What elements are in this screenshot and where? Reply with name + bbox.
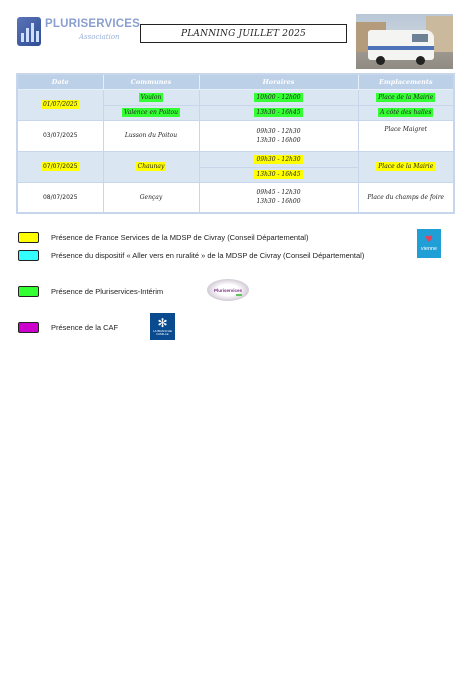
pluriservices-interim-logo <box>207 279 249 301</box>
horaire-value: 10h00 - 12h00 <box>256 93 301 101</box>
table-row <box>17 89 454 120</box>
commune-value: Chaunay <box>137 163 165 170</box>
legend-swatch-green <box>18 286 39 297</box>
column-header-emplacements: Emplacements <box>358 74 454 89</box>
date-cell <box>17 151 103 182</box>
emplacement-value: Place de la Mairie <box>378 93 434 101</box>
date-cell <box>17 120 103 151</box>
caf-logo <box>150 313 175 340</box>
emplacement-cell <box>358 151 454 182</box>
legend-label: Présence de Pluriservices-Intérim <box>51 286 164 296</box>
caf-logo-text: LA BRANCHE FAMILLE <box>152 328 172 336</box>
heart-icon: ♥ <box>424 234 434 245</box>
emplacement-value: Place de la Mairie <box>378 163 434 170</box>
date-value: 07/07/2025 <box>42 163 78 170</box>
table-row <box>17 120 454 151</box>
logo-tagline: Association <box>79 33 120 41</box>
legend-swatch-purple <box>18 322 39 333</box>
table-header-row <box>17 74 454 89</box>
page-title: PLANNING JUILLET 2025 <box>180 28 306 39</box>
legend-label: Présence du dispositif « Aller vers en ruralité » de la MDSP de Civray (Conseil Départemental) <box>51 250 365 260</box>
table-row <box>17 151 454 182</box>
commune-cell <box>103 151 199 182</box>
date-value: 03/07/2025 <box>42 132 78 139</box>
horaire-cell <box>199 182 358 213</box>
horaire-line: 09h45 - 12h30 <box>256 189 301 197</box>
legend-swatch-cyan <box>18 250 39 261</box>
commune-value: Gençay <box>139 193 163 201</box>
table-row <box>17 182 454 213</box>
commune-cell <box>103 182 199 213</box>
commune-cell <box>103 120 199 151</box>
vienne-logo-text: vienne <box>420 245 438 252</box>
column-header-communes: Communes <box>103 74 199 89</box>
date-value: 08/07/2025 <box>42 193 78 201</box>
emplacement-cell <box>358 89 454 120</box>
emplacement-value: Place Maigret <box>384 125 428 133</box>
horaire-line: 13h30 - 16h00 <box>256 136 301 144</box>
legend-item-aller-vers <box>18 249 364 261</box>
logo-mark-icon <box>17 17 41 46</box>
commune-value: Lusson du Poitou <box>124 132 178 139</box>
column-header-horaires: Horaires <box>199 74 358 89</box>
emplacement-value: Place du champs de foire <box>367 193 445 201</box>
date-cell <box>17 182 103 213</box>
interim-logo-text: Pluriservices <box>213 287 243 293</box>
legend-item-pluriservices-interim <box>18 285 163 297</box>
column-header-date: Date <box>17 74 103 89</box>
pluriservices-logo <box>17 16 141 48</box>
horaire-line: 13h30 - 16h00 <box>256 198 301 206</box>
horaire-line: 09h30 - 12h30 <box>256 127 301 135</box>
horaire-value: 13h30 - 16h45 <box>256 109 301 116</box>
legend-item-france-services <box>18 231 308 243</box>
horaire-cell <box>199 151 358 182</box>
caf-star-icon: ✻ <box>157 315 168 330</box>
date-value: 01/07/2025 <box>42 101 78 108</box>
emplacement-value: A côté des halles <box>380 109 432 116</box>
horaire-cell <box>199 89 358 120</box>
horaire-value: 13h30 - 16h45 <box>256 171 301 178</box>
emplacement-cell <box>358 182 454 213</box>
horaire-value: 09h30 - 12h30 <box>256 155 301 163</box>
schedule-table <box>16 73 455 214</box>
logo-name: PLURISERVICES <box>45 18 141 30</box>
date-cell <box>17 89 103 120</box>
horaire-cell <box>199 120 358 151</box>
commune-cell <box>103 89 199 120</box>
bus-photo <box>356 14 453 69</box>
legend-label: Présence de France Services de la MDSP de Civray (Conseil Départemental) <box>51 232 309 242</box>
commune-value: Valence en Poitou <box>123 109 179 116</box>
legend-label: Présence de la CAF <box>51 322 119 332</box>
legend-swatch-yellow <box>18 232 39 243</box>
commune-value: Voulon <box>140 93 162 101</box>
emplacement-cell <box>358 120 454 151</box>
legend-item-caf <box>18 321 118 333</box>
france-services-vienne-logo <box>417 229 441 258</box>
page-title-box <box>140 24 347 43</box>
